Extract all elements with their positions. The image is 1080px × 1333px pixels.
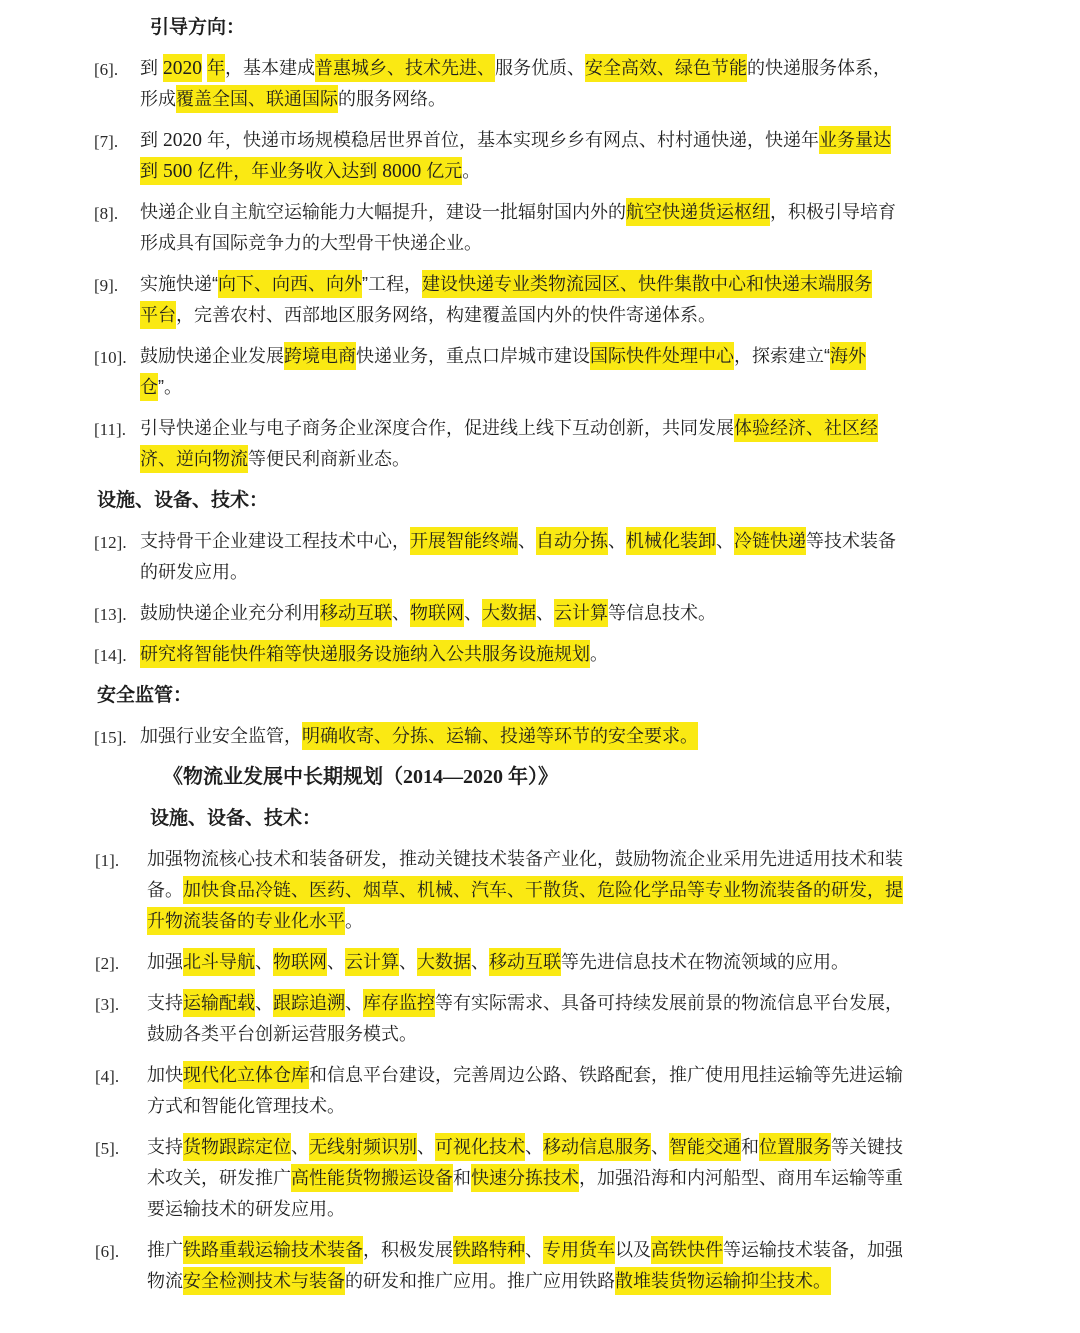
text-run: 。 xyxy=(345,911,363,931)
highlight-run: 业务量达 xyxy=(819,126,891,154)
highlight-run: 跨境电商 xyxy=(284,342,356,370)
section-heading: 设施、设备、技术： xyxy=(97,490,269,511)
text-line xyxy=(140,300,1080,331)
text-run: 等信息技术。 xyxy=(608,603,716,623)
highlight-run: 专用货车 xyxy=(543,1236,615,1264)
text-line xyxy=(147,1132,1080,1163)
highlight-run: 移动互联 xyxy=(489,948,561,976)
text-run: 的服务网络。 xyxy=(338,89,446,109)
text-run: 到 xyxy=(140,58,164,78)
highlight-run: 运输配载 xyxy=(183,989,255,1017)
highlight-run: 冷链快递 xyxy=(734,527,806,555)
text-line xyxy=(147,1163,1080,1194)
list-item xyxy=(95,1235,1080,1297)
highlight-run: 开展智能终端 xyxy=(410,527,518,555)
highlight-run: 安全检测技术与装备 xyxy=(183,1267,345,1295)
text-run: ”。 xyxy=(158,377,182,397)
highlight-run: 覆盖全国、 xyxy=(176,85,266,113)
highlight-run: 明确收寄、分拣、运输、投递等环节的安全要求。 xyxy=(302,722,698,750)
text-line xyxy=(140,413,1080,444)
text-run: 等运输技术装备，加强 xyxy=(723,1240,903,1260)
text-run: 鼓励快递企业充分利用 xyxy=(140,603,320,623)
item-marker: [10]. xyxy=(94,348,127,367)
text-run: 、 xyxy=(291,1137,309,1157)
highlight-run: 移动互联 xyxy=(320,599,392,627)
item-marker: [13]. xyxy=(94,605,127,624)
highlight-run: 铁路重载运输技术装备 xyxy=(183,1236,363,1264)
document-content xyxy=(0,12,1080,1297)
text-run: ，基本建成 xyxy=(225,58,316,78)
text-line xyxy=(147,988,1080,1019)
highlight-run: 物联网 xyxy=(273,948,327,976)
text-run: 以及 xyxy=(615,1240,651,1260)
highlight-run: 北斗导航 xyxy=(183,948,255,976)
item-marker: [12]. xyxy=(94,533,127,552)
text-run: 加快 xyxy=(147,1065,183,1085)
item-marker: [8]. xyxy=(94,204,119,223)
item-marker: [2]. xyxy=(95,954,120,973)
text-run: 、 xyxy=(417,1137,435,1157)
highlight-run: 技术先进、 xyxy=(405,54,495,82)
item-marker: [7]. xyxy=(94,132,119,151)
item-marker: [3]. xyxy=(95,995,120,1014)
text-line xyxy=(147,1194,1080,1225)
text-run: ”工程， xyxy=(362,274,422,294)
item-marker: [9]. xyxy=(94,276,119,295)
text-run: 、 xyxy=(392,603,410,623)
text-run: 方式和智能化管理技术。 xyxy=(147,1096,345,1116)
section-heading: 安全监管： xyxy=(97,685,193,706)
text-line xyxy=(140,372,1080,403)
text-run: 等关键技 xyxy=(831,1137,903,1157)
item-marker: [1]. xyxy=(95,851,120,870)
text-run: 的快递服务体系， xyxy=(747,58,892,78)
text-run: 、 xyxy=(608,531,626,551)
highlight-run: 大数据 xyxy=(482,599,536,627)
highlight-run: 研究将智能快件箱等快递服务设施纳入公共服务设施规划 xyxy=(140,640,590,668)
highlight-run: 位置服务 xyxy=(759,1133,831,1161)
text-run: 加强行业安全监管， xyxy=(140,726,302,746)
highlight-run: 向下、向西、向外 xyxy=(218,270,362,298)
list-item xyxy=(94,721,1080,752)
text-line xyxy=(140,156,1080,187)
text-run: 服务优质、 xyxy=(495,58,586,78)
text-line xyxy=(140,721,1080,752)
text-run: 推广 xyxy=(147,1240,183,1260)
text-line xyxy=(140,341,1080,372)
list-item xyxy=(94,125,1080,187)
text-run: 形成具有国际竞争力的大型骨干快递企业。 xyxy=(140,233,482,253)
item-marker: [6]. xyxy=(95,1242,120,1261)
highlight-run: 物联网 xyxy=(410,599,464,627)
highlight-run: 可视化技术 xyxy=(435,1133,525,1161)
text-run: 的研发和推广应用。推广应用铁路 xyxy=(345,1271,615,1291)
text-line xyxy=(140,269,1080,300)
highlight-run: 普惠城乡、 xyxy=(315,54,405,82)
text-line xyxy=(140,639,1080,670)
highlight-run xyxy=(163,54,202,82)
section-heading: 引导方向： xyxy=(150,17,246,38)
text-run: 要运输技术的研发应用。 xyxy=(147,1199,345,1219)
highlight-run: 体验经济、社区经 xyxy=(734,414,878,442)
highlight-run: 海外 xyxy=(830,342,866,370)
item-marker: [4]. xyxy=(95,1067,120,1086)
text-run: 、 xyxy=(464,603,482,623)
text-run: 快递企业自主航空运输能力大幅提升，建设一批辐射国内外的 xyxy=(140,202,626,222)
text-run: 支持 xyxy=(147,993,183,1013)
text-line xyxy=(140,557,1080,588)
text-run: 鼓励快递企业发展 xyxy=(140,346,284,366)
text-run: ，积极发展 xyxy=(363,1240,453,1260)
highlight-run: 自动分拣 xyxy=(536,527,608,555)
text-line xyxy=(140,444,1080,475)
highlight-run: 到 500 亿件，年业务收入达到 8000 亿元 xyxy=(140,157,462,185)
list-item xyxy=(94,413,1080,475)
list-item xyxy=(94,269,1080,331)
list-item xyxy=(95,1132,1080,1225)
text-run: 术攻关，研发推广 xyxy=(147,1168,291,1188)
text-line xyxy=(147,947,1080,978)
text-line xyxy=(147,875,1080,906)
text-run: 、 xyxy=(525,1137,543,1157)
text-line xyxy=(140,84,1080,115)
highlight-run: 大数据 xyxy=(417,948,471,976)
text-run: 等技术装备 xyxy=(806,531,896,551)
highlight-run: 仓 xyxy=(140,373,158,401)
text-line xyxy=(140,598,1080,629)
highlight-run: 铁路特种 xyxy=(453,1236,525,1264)
list-item xyxy=(94,598,1080,629)
highlight-run: 加快食品冷链、医药、烟草、机械、汽车、干散货、危险化学品等专业物流装备的研发，提 xyxy=(183,876,903,904)
text-line xyxy=(147,1019,1080,1050)
text-run: 、 xyxy=(345,993,363,1013)
highlight-run: 快速分拣技术 xyxy=(471,1164,579,1192)
highlight-run: 绿色节能 xyxy=(675,54,747,82)
text-run: 等有实际需求、具备可持续发展前景的物流信息平台发展， xyxy=(435,993,903,1013)
item-marker: [6]. xyxy=(94,60,119,79)
text-run: 、 xyxy=(471,952,489,972)
section-heading: 设施、设备、技术： xyxy=(150,808,322,829)
list-item xyxy=(94,639,1080,670)
numeral: 2020 xyxy=(163,130,203,151)
text-run: 和信息平台建设，完善周边公路、铁路配套，推广使用甩挂运输等先进运输 xyxy=(309,1065,903,1085)
highlight-run: 机械化装卸 xyxy=(626,527,716,555)
highlight-run: 安全高效、 xyxy=(585,54,675,82)
text-run: 。 xyxy=(462,161,481,181)
text-run: 、 xyxy=(399,952,417,972)
text-line xyxy=(140,125,1080,156)
text-line xyxy=(147,906,1080,937)
highlight-run: 现代化立体仓库 xyxy=(183,1061,309,1089)
text-line xyxy=(147,1091,1080,1122)
text-run: ，完善农村、西部地区服务网络，构建覆盖国内外的快件寄递体系。 xyxy=(176,305,716,325)
text-line xyxy=(147,844,1080,875)
text-run: 、 xyxy=(255,993,273,1013)
text-run: 加强 xyxy=(147,952,183,972)
text-line xyxy=(140,526,1080,557)
text-line xyxy=(147,1060,1080,1091)
text-run: 形成 xyxy=(140,89,176,109)
highlight-run: 联通国际 xyxy=(266,85,338,113)
text-run: 和 xyxy=(453,1168,471,1188)
text-run: 等便民利商新业态。 xyxy=(248,449,410,469)
text-run: 、 xyxy=(255,952,273,972)
numeral: 500 xyxy=(163,161,193,182)
text-run: 支持骨干企业建设工程技术中心， xyxy=(140,531,410,551)
text-run: 引导快递企业与电子商务企业深度合作，促进线上线下互动创新，共同发展 xyxy=(140,418,734,438)
item-marker: [11]. xyxy=(94,420,126,439)
text-line xyxy=(147,1266,1080,1297)
text-run: 到 2020 年，快递市场规模稳居世界首位，基本实现乡乡有网点、村村通快递，快递年 xyxy=(140,130,820,151)
list-item xyxy=(95,947,1080,978)
highlight-run: 无线射频识别 xyxy=(309,1133,417,1161)
highlight-run: 国际快件处理中心 xyxy=(590,342,734,370)
text-line xyxy=(140,197,1080,228)
item-marker: [15]. xyxy=(94,728,127,747)
text-run: 鼓励各类平台创新运营服务模式。 xyxy=(147,1024,417,1044)
text-run: 快递业务，重点口岸城市建设 xyxy=(356,346,590,366)
highlight-run: 平台 xyxy=(140,301,176,329)
numeral: 8000 xyxy=(382,161,422,182)
item-marker: [14]. xyxy=(94,646,127,665)
document-title: 《物流业发展中长期规划（2014—2020 年）》 xyxy=(163,766,558,788)
highlight-run: 货物跟踪定位 xyxy=(183,1133,291,1161)
list-item xyxy=(94,53,1080,115)
text-run: 物流 xyxy=(147,1271,183,1291)
highlight-run: 智能交通 xyxy=(669,1133,741,1161)
highlight-run: 库存监控 xyxy=(363,989,435,1017)
text-run: ，积极引导培育 xyxy=(770,202,896,222)
text-run: 等先进信息技术在物流领域的应用。 xyxy=(561,952,849,972)
list-item xyxy=(94,526,1080,588)
text-run: 、 xyxy=(536,603,554,623)
text-line xyxy=(147,1235,1080,1266)
text-run: 。 xyxy=(590,644,608,664)
text-line xyxy=(140,53,1080,84)
text-run: 加强物流核心技术和装备研发，推动关键技术装备产业化，鼓励物流企业采用先进适用技术和装 xyxy=(147,849,903,869)
text-run: 、 xyxy=(518,531,536,551)
text-run: ，探索建立“ xyxy=(734,346,830,366)
text-run: ，加强沿海和内河船型、商用车运输等重 xyxy=(579,1168,903,1188)
list-item xyxy=(95,844,1080,937)
highlight-run: 年 xyxy=(207,54,225,82)
text-run: 、 xyxy=(651,1137,669,1157)
highlight-run: 云计算 xyxy=(345,948,399,976)
text-run: 、 xyxy=(716,531,734,551)
highlight-run: 跟踪追溯 xyxy=(273,989,345,1017)
list-item xyxy=(94,341,1080,403)
numeral: 2020 xyxy=(163,58,203,79)
list-item xyxy=(94,197,1080,259)
highlight-run: 移动信息服务 xyxy=(543,1133,651,1161)
highlight-run: 升物流装备的专业化水平 xyxy=(147,907,345,935)
text-run: 支持 xyxy=(147,1137,183,1157)
text-run: 、 xyxy=(525,1240,543,1260)
text-run: 、 xyxy=(327,952,345,972)
highlight-run: 高性能货物搬运设备 xyxy=(291,1164,453,1192)
highlight-run: 散堆装货物运输抑尘技术。 xyxy=(615,1267,831,1295)
highlight-run: 济、逆向物流 xyxy=(140,445,248,473)
highlight-run: 云计算 xyxy=(554,599,608,627)
highlight-run: 建设快递专业类物流园区、快件集散中心和快递末端服务 xyxy=(422,270,872,298)
text-run: 备。 xyxy=(147,880,183,900)
list-item xyxy=(95,1060,1080,1122)
text-run: 和 xyxy=(741,1137,759,1157)
highlight-run: 航空快递货运枢纽 xyxy=(626,198,770,226)
text-run: 的研发应用。 xyxy=(140,562,248,582)
text-line xyxy=(140,228,1080,259)
item-marker: [5]. xyxy=(95,1139,120,1158)
list-item xyxy=(95,988,1080,1050)
highlight-run: 高铁快件 xyxy=(651,1236,723,1264)
text-run: 实施快递“ xyxy=(140,274,218,294)
